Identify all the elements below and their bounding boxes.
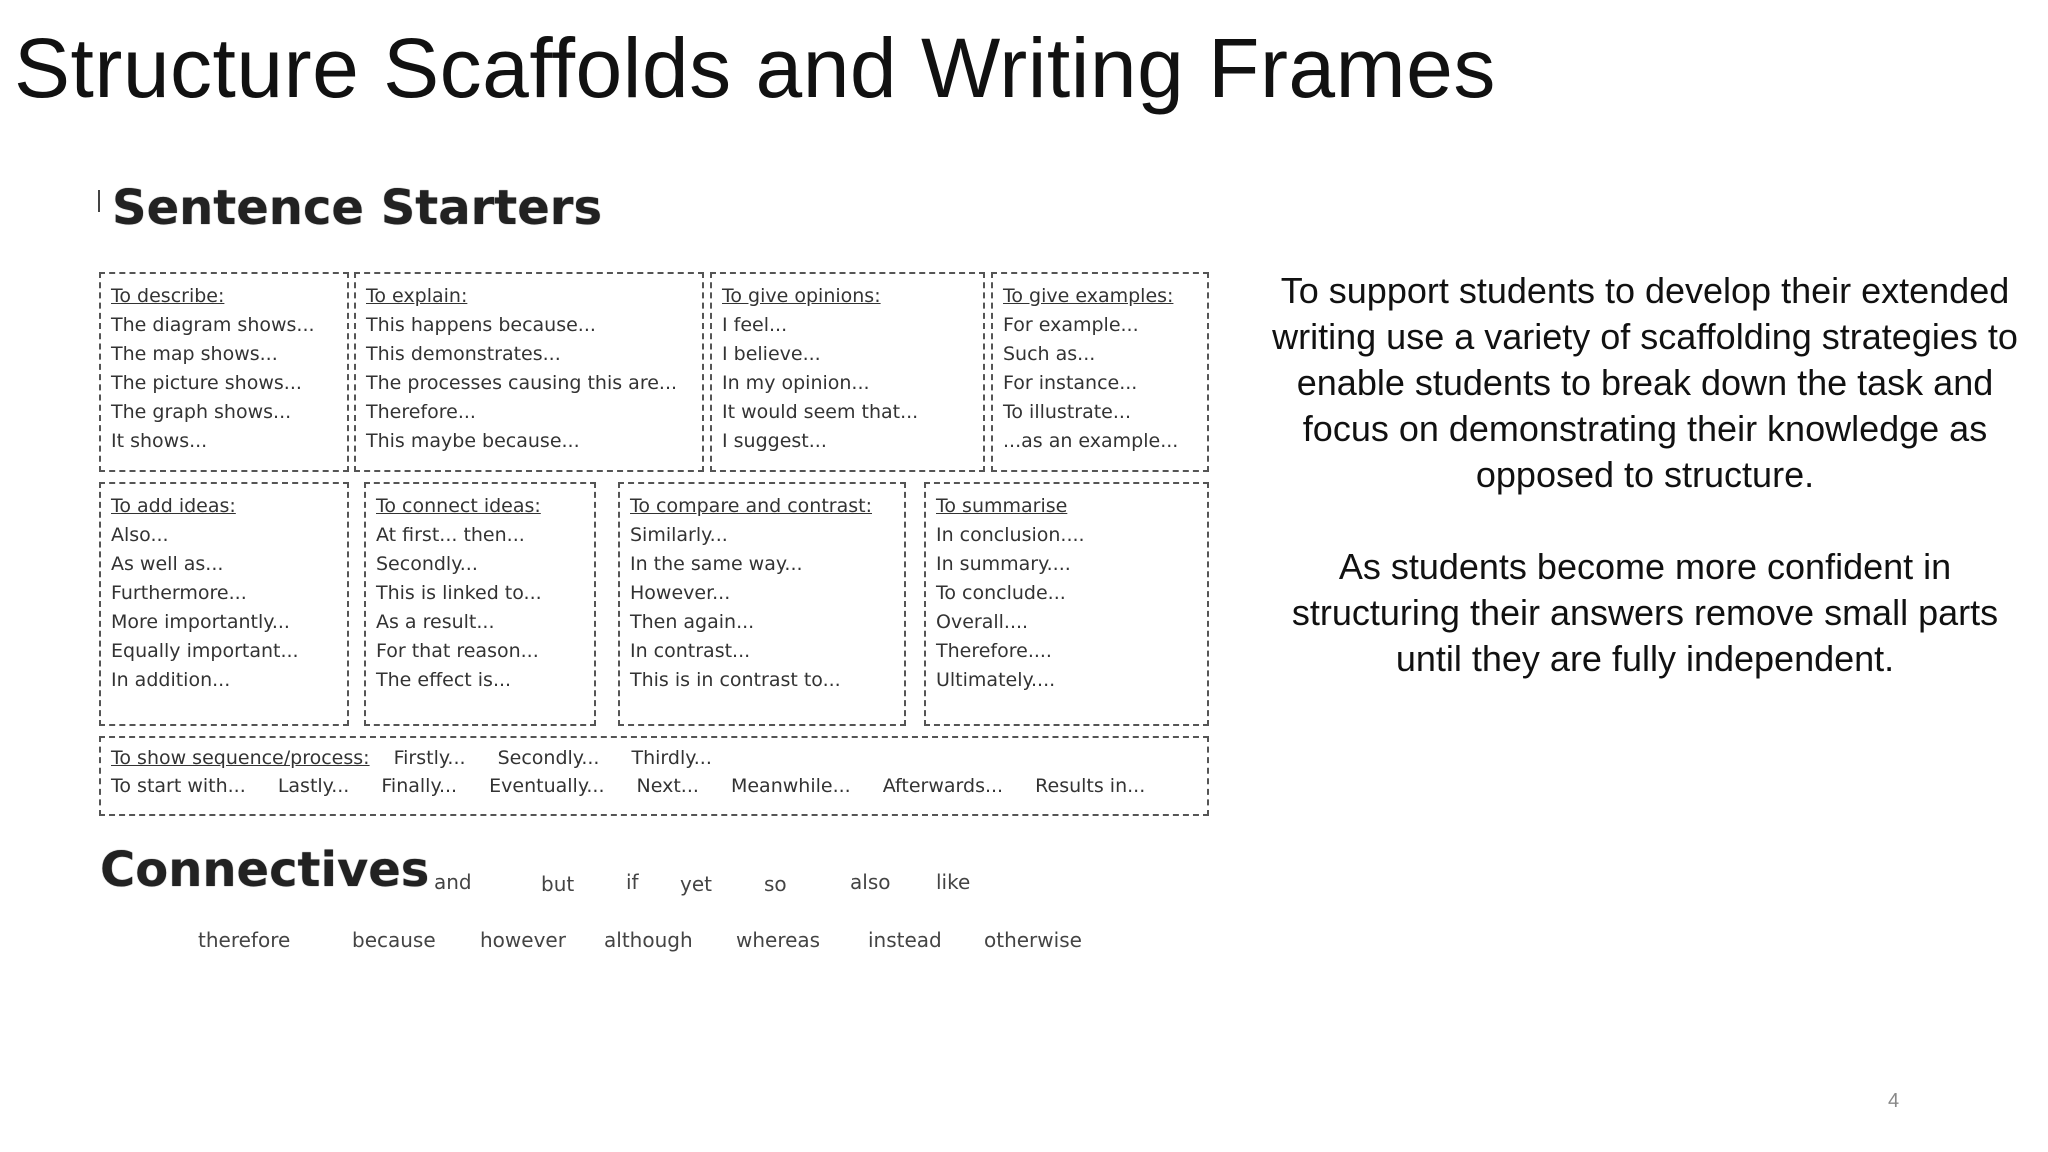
box-line: Therefore.... (936, 640, 1052, 662)
box-line: Such as... (1003, 343, 1096, 365)
box-summarise (924, 482, 1209, 726)
box-line: The graph shows... (111, 401, 292, 423)
box-line: Equally important... (111, 640, 299, 662)
box-line: I suggest... (722, 430, 827, 452)
connective-word: however (480, 928, 566, 952)
box-heading: To explain: (366, 285, 468, 307)
sequence-row-2 (111, 772, 1197, 800)
box-line: The map shows... (111, 343, 278, 365)
connective-word: instead (868, 928, 942, 952)
sentence-starters-figure (96, 180, 1212, 960)
box-line: It would seem that... (722, 401, 919, 423)
description-paragraph: To support students to develop their extended writing use a variety of scaffolding strategies to enable students to break down the task and focus on demonstrating their knowledge as opposed to structure. (1272, 270, 2018, 495)
box-line: Then again... (630, 611, 755, 633)
box-line: In conclusion.... (936, 524, 1085, 546)
box-line: In the same way... (630, 553, 803, 575)
box-line: Therefore... (366, 401, 476, 423)
box-line: In my opinion... (722, 372, 870, 394)
box-line: Secondly... (376, 553, 478, 575)
description-text (1260, 268, 2030, 682)
box-line: Similarly... (630, 524, 728, 546)
box-heading: To connect ideas: (376, 495, 541, 517)
box-line: The effect is... (376, 669, 512, 691)
box-connect-ideas (364, 482, 596, 726)
sequence-word: Secondly... (497, 747, 600, 769)
sequence-word: Meanwhile... (730, 775, 851, 797)
sequence-word: Finally... (381, 775, 458, 797)
box-line: The diagram shows... (111, 314, 315, 336)
box-line: Overall.... (936, 611, 1029, 633)
sequence-heading: To show sequence/process: (111, 747, 370, 769)
box-line: ...as an example... (1003, 430, 1179, 452)
connective-word: also (850, 870, 891, 894)
description-paragraph: As students become more confident in structuring their answers remove small parts until they are fully independent. (1291, 546, 1999, 679)
connectives-heading: Connectives (100, 842, 430, 898)
box-heading: To give opinions: (722, 285, 881, 307)
sequence-word: Thirdly... (631, 747, 712, 769)
box-line: As a result... (376, 611, 495, 633)
box-line: This happens because... (366, 314, 596, 336)
box-compare-contrast (618, 482, 906, 726)
box-line: However... (630, 582, 731, 604)
sequence-word: Eventually... (489, 775, 605, 797)
box-line: The processes causing this are... (366, 372, 678, 394)
box-describe (99, 272, 349, 472)
box-line: Furthermore... (111, 582, 247, 604)
sequence-word: Lastly... (277, 775, 350, 797)
sentence-starters-heading: Sentence Starters (112, 180, 603, 236)
connective-word: whereas (736, 928, 821, 952)
box-line: In contrast... (630, 640, 751, 662)
box-line: More importantly... (111, 611, 290, 633)
sequence-word: Results in... (1035, 775, 1146, 797)
box-heading: To summarise (936, 495, 1068, 517)
box-examples (991, 272, 1209, 472)
box-explain (354, 272, 704, 472)
connective-word: yet (680, 872, 712, 896)
box-heading: To compare and contrast: (630, 495, 872, 517)
box-line: For instance... (1003, 372, 1138, 394)
box-line: For that reason... (376, 640, 539, 662)
box-heading: To describe: (111, 285, 225, 307)
box-line: Also... (111, 524, 169, 546)
box-line: At first... then... (376, 524, 525, 546)
box-heading: To add ideas: (111, 495, 236, 517)
sequence-word: Afterwards... (882, 775, 1004, 797)
connective-word: if (626, 870, 639, 894)
box-line: As well as... (111, 553, 224, 575)
box-line: In addition... (111, 669, 231, 691)
box-line: This maybe because... (366, 430, 580, 452)
box-line: For example... (1003, 314, 1139, 336)
sequence-word: Firstly... (393, 747, 466, 769)
box-line: This demonstrates... (366, 343, 561, 365)
connective-word: because (352, 928, 436, 952)
margin-mark (98, 190, 100, 212)
box-line: The picture shows... (111, 372, 302, 394)
box-line: This is in contrast to... (630, 669, 841, 691)
sequence-word: To start with... (111, 775, 246, 797)
box-line: Ultimately.... (936, 669, 1056, 691)
box-line: It shows... (111, 430, 208, 452)
sequence-row-1 (111, 744, 1197, 772)
box-line: I believe... (722, 343, 821, 365)
connective-word: although (604, 928, 693, 952)
slide-title: Structure Scaffolds and Writing Frames (14, 21, 1496, 115)
box-sequence (99, 736, 1209, 816)
box-line: This is linked to... (376, 582, 542, 604)
page-number: 4 (1888, 1090, 1900, 1112)
sequence-word: Next... (636, 775, 699, 797)
box-line: To illustrate... (1003, 401, 1131, 423)
box-line: To conclude... (936, 582, 1066, 604)
connective-word: and (434, 870, 472, 894)
box-add-ideas (99, 482, 349, 726)
box-opinions (710, 272, 985, 472)
box-line: In summary.... (936, 553, 1071, 575)
connective-word: like (936, 870, 971, 894)
box-line: I feel... (722, 314, 788, 336)
connective-word: but (541, 872, 575, 896)
connective-word: otherwise (984, 928, 1082, 952)
box-heading: To give examples: (1003, 285, 1174, 307)
connective-word: so (764, 872, 787, 896)
connective-word: therefore (198, 928, 291, 952)
